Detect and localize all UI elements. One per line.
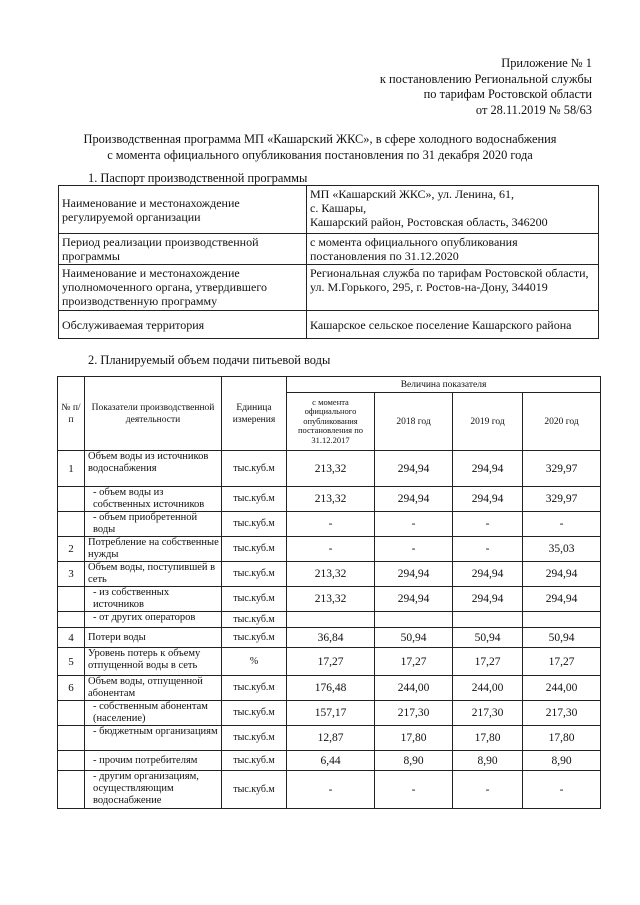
row-value-2018: - [375, 771, 453, 809]
row-indicator: - от других операторов [85, 612, 222, 628]
row-value-2019: - [453, 537, 523, 562]
row-value-2019: 294,94 [453, 587, 523, 612]
row-value-period: 36,84 [287, 628, 375, 648]
passport-label: Обслуживаемая территория [59, 311, 307, 339]
row-indicator: Потери воды [85, 628, 222, 648]
row-value-2018: 294,94 [375, 562, 453, 587]
appendix-line: по тарифам Ростовской области [423, 87, 592, 101]
row-value-2018: 244,00 [375, 676, 453, 701]
row-value-2018: 17,80 [375, 726, 453, 751]
row-num: 1 [58, 451, 85, 487]
header-col-2018: 2018 год [375, 393, 453, 451]
table-row [58, 562, 601, 587]
passport-table [58, 185, 599, 339]
row-unit: тыс.куб.м [222, 751, 287, 771]
header-col-2019: 2019 год [453, 393, 523, 451]
row-value-2020: - [523, 771, 601, 809]
row-unit: тыс.куб.м [222, 726, 287, 751]
passport-value [307, 186, 599, 234]
row-num [58, 751, 85, 771]
volume-table [57, 376, 601, 809]
row-value-period: 213,32 [287, 487, 375, 512]
row-value-period: 213,32 [287, 451, 375, 487]
header-col-period: с момента официального опубликования постановления по 31.12.2017 [287, 393, 375, 451]
row-value-period: 213,32 [287, 562, 375, 587]
row-unit: тыс.куб.м [222, 628, 287, 648]
appendix-line: от 28.11.2019 № 58/63 [475, 102, 592, 117]
section2-heading: 2. Планируемый объем подачи питьевой воды [88, 353, 331, 367]
row-value-2020: 329,97 [523, 451, 601, 487]
table-row [58, 628, 601, 648]
table-row [58, 487, 601, 512]
row-indicator: - бюджетным организациям [85, 726, 222, 751]
row-value-2019: 294,94 [453, 487, 523, 512]
row-num [58, 701, 85, 726]
row-indicator: Объем воды из источников водоснабжения [85, 451, 222, 487]
row-indicator: Уровень потерь к объему отпущенной воды в сеть [85, 648, 222, 676]
row-indicator: Объем воды, поступившей в сеть [85, 562, 222, 587]
row-value-2019: 294,94 [453, 451, 523, 487]
row-indicator: - прочим потребителям [85, 751, 222, 771]
table-row [58, 648, 601, 676]
row-value-period: - [287, 771, 375, 809]
row-value-2019: 217,30 [453, 701, 523, 726]
passport-row [59, 265, 599, 311]
row-value-2020: - [523, 512, 601, 537]
row-indicator: - из собственных источников [85, 587, 222, 612]
table-row [58, 451, 601, 487]
row-num [58, 487, 85, 512]
header-value-group: Величина показателя [287, 377, 601, 393]
row-unit: % [222, 648, 287, 676]
table-row [58, 537, 601, 562]
row-value-2018: 17,27 [375, 648, 453, 676]
row-value-2020: 17,27 [523, 648, 601, 676]
row-value-2018: 294,94 [375, 487, 453, 512]
row-indicator: - объем приобретенной воды [85, 512, 222, 537]
passport-row [59, 234, 599, 265]
header-num: № п/п [58, 377, 85, 451]
row-value-2019: 17,27 [453, 648, 523, 676]
row-num: 3 [58, 562, 85, 587]
row-value-period: 6,44 [287, 751, 375, 771]
row-value-2019: - [453, 512, 523, 537]
row-num: 5 [58, 648, 85, 676]
row-num: 4 [58, 628, 85, 648]
row-value-2018: 217,30 [375, 701, 453, 726]
passport-label: Наименование и местонахождение регулируемой организации [59, 186, 307, 234]
title-line: Производственная программа МП «Кашарский ЖКС», в сфере холодного водоснабжения [83, 132, 557, 146]
header-col-2020: 2020 год [523, 393, 601, 451]
row-unit: тыс.куб.м [222, 612, 287, 628]
row-value-period [287, 612, 375, 628]
table-row [58, 587, 601, 612]
row-value-2020: 217,30 [523, 701, 601, 726]
row-value-2020: 17,80 [523, 726, 601, 751]
row-unit: тыс.куб.м [222, 487, 287, 512]
value-line: Кашарский район, Ростовская область, 346200 [310, 215, 548, 229]
passport-value: с момента официального опубликования постановления по 31.12.2020 [307, 234, 599, 265]
appendix-header [380, 56, 592, 118]
passport-value: Региональная служба по тарифам Ростовской области, ул. М.Горького, 295, г. Ростов-на-Дону, 344019 [307, 265, 599, 311]
row-value-2020: 244,00 [523, 676, 601, 701]
document-title [0, 132, 640, 163]
table-row [58, 726, 601, 751]
row-unit: тыс.куб.м [222, 451, 287, 487]
row-value-2020: 50,94 [523, 628, 601, 648]
header-unit: Единица измерения [222, 377, 287, 451]
row-value-2019: 17,80 [453, 726, 523, 751]
row-indicator: - другим организациям, осуществляющим водоснабжение [85, 771, 222, 809]
table-row [58, 701, 601, 726]
row-value-period: 213,32 [287, 587, 375, 612]
passport-row [59, 186, 599, 234]
row-value-2020: 294,94 [523, 587, 601, 612]
row-unit: тыс.куб.м [222, 587, 287, 612]
row-unit: тыс.куб.м [222, 701, 287, 726]
row-value-period: - [287, 537, 375, 562]
row-indicator: - объем воды из собственных источников [85, 487, 222, 512]
row-value-2018: 8,90 [375, 751, 453, 771]
row-value-2018: - [375, 512, 453, 537]
table-row [58, 751, 601, 771]
row-num [58, 726, 85, 751]
row-value-2020: 329,97 [523, 487, 601, 512]
row-value-2020: 294,94 [523, 562, 601, 587]
row-value-period: 176,48 [287, 676, 375, 701]
row-value-period: - [287, 512, 375, 537]
table-row [58, 612, 601, 628]
row-value-2019 [453, 612, 523, 628]
row-value-2018: 50,94 [375, 628, 453, 648]
table-row [58, 512, 601, 537]
row-value-2018: - [375, 537, 453, 562]
row-num [58, 587, 85, 612]
row-value-2018 [375, 612, 453, 628]
row-indicator: Объем воды, отпущенной абонентам [85, 676, 222, 701]
row-num [58, 512, 85, 537]
table-row [58, 771, 601, 809]
row-value-2019: 8,90 [453, 751, 523, 771]
section1-heading: 1. Паспорт производственной программы [88, 171, 308, 185]
row-num [58, 612, 85, 628]
row-unit: тыс.куб.м [222, 676, 287, 701]
row-value-2018: 294,94 [375, 451, 453, 487]
passport-label: Период реализации производственной программы [59, 234, 307, 265]
row-value-2019: 294,94 [453, 562, 523, 587]
passport-row [59, 311, 599, 339]
header-indicator: Показатели производственной деятельности [85, 377, 222, 451]
row-num [58, 771, 85, 809]
row-unit: тыс.куб.м [222, 771, 287, 809]
appendix-line: к постановлению Региональной службы [379, 71, 592, 86]
title-line: с момента официального опубликования постановления по 31 декабря 2020 года [107, 147, 533, 162]
row-indicator: - собственным абонентам (население) [85, 701, 222, 726]
value-line: МП «Кашарский ЖКС», ул. Ленина, 61, [310, 187, 514, 201]
row-value-period: 157,17 [287, 701, 375, 726]
row-value-2020 [523, 612, 601, 628]
row-num: 2 [58, 537, 85, 562]
row-value-2020: 35,03 [523, 537, 601, 562]
row-unit: тыс.куб.м [222, 562, 287, 587]
row-value-2019: 50,94 [453, 628, 523, 648]
row-value-2020: 8,90 [523, 751, 601, 771]
row-unit: тыс.куб.м [222, 537, 287, 562]
row-value-period: 12,87 [287, 726, 375, 751]
row-value-2019: 244,00 [453, 676, 523, 701]
row-value-2019: - [453, 771, 523, 809]
passport-label: Наименование и местонахождение уполномоченного органа, утвердившего производственную программу [59, 265, 307, 311]
value-line: с. Кашары, [310, 201, 367, 215]
row-value-2018: 294,94 [375, 587, 453, 612]
table-row [58, 676, 601, 701]
appendix-line: Приложение № 1 [501, 56, 592, 70]
row-unit: тыс.куб.м [222, 512, 287, 537]
row-num: 6 [58, 676, 85, 701]
row-value-period: 17,27 [287, 648, 375, 676]
row-indicator: Потребление на собственные нужды [85, 537, 222, 562]
passport-value: Кашарское сельское поселение Кашарского района [307, 311, 599, 339]
